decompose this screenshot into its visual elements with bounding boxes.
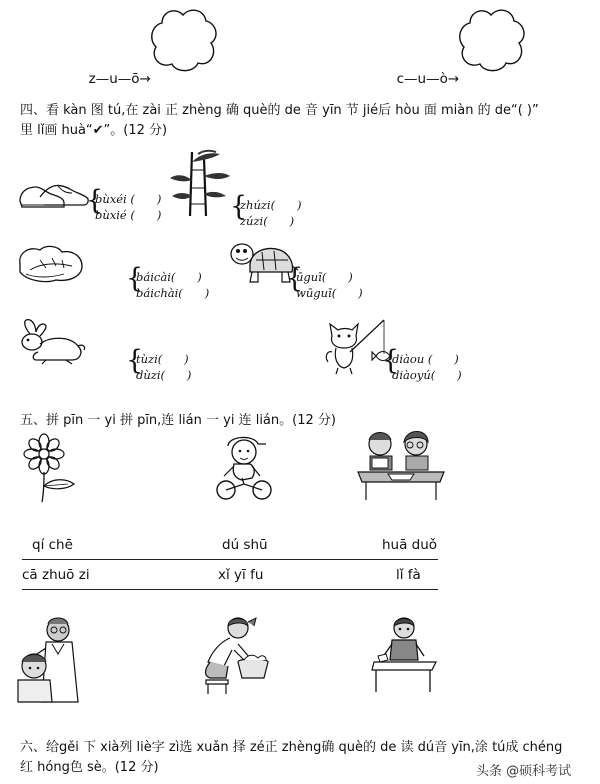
spelling-row-2: c—u—ò→ (396, 71, 460, 87)
option-cabbage-2: báichài( ) (136, 286, 210, 300)
q4-instruction-line2: 里 lǐ画 huà“✔”。(12 分) (20, 123, 168, 138)
option-fishing-2: diàoyú( ) (392, 368, 462, 382)
brace: { (230, 191, 248, 222)
option-turtle-2: wūguī( ) (296, 286, 363, 300)
answer-cloud-1 (148, 7, 218, 73)
brace: { (382, 345, 400, 376)
rabbit-image (16, 318, 86, 366)
pinyin-qi-che[interactable]: qí chē (32, 537, 73, 553)
bamboo-image (170, 150, 232, 216)
answer-cloud-2 (456, 7, 526, 73)
divider-line (22, 559, 438, 560)
spelling-medial: u (109, 71, 118, 87)
option-turtle-1: ūguī( ) (296, 270, 353, 284)
watermark: 头条 @硕科考试 (476, 764, 572, 779)
pinyin-xi-yi-fu[interactable]: xǐ yī fu (218, 567, 264, 583)
boy-wiping-table-image (370, 614, 440, 694)
brace: { (286, 263, 304, 294)
option-rabbit-2: dùzi( ) (136, 368, 192, 382)
q4-instruction-line1: 四、看 kàn 图 tú,在 zài 正 zhèng 确 què的 de 音 yīn 节 jié后 hòu 面 miàn 的 de“( )” (20, 103, 539, 118)
pinyin-ca-zhuo-zi[interactable]: cā zhuō zi (22, 567, 90, 583)
pinyin-li-fa[interactable]: lǐ fà (396, 567, 421, 583)
option-bamboo-2: zúzi( ) (240, 214, 295, 228)
shoes-image (18, 177, 90, 211)
pinyin-du-shu[interactable]: dú shū (222, 537, 268, 553)
option-shoes-1: bùxéi ( ) (95, 192, 162, 206)
option-shoes-2: bùxié ( ) (95, 208, 162, 222)
option-fishing-1: diàou ( ) (392, 352, 459, 366)
spelling-medial: u (417, 71, 427, 87)
boy-riding-bike-image (214, 432, 276, 502)
barber-haircut-image (18, 614, 82, 702)
option-cabbage-1: báicài( ) (136, 270, 202, 284)
q6-instruction-line2: 红 hóng色 sè。(12 分) (20, 760, 159, 775)
spelling-initial: z (88, 71, 96, 87)
brace: { (126, 345, 144, 376)
q6-instruction-line1: 六、给gěi 下 xià列 liè字 zì选 xuǎn 择 zé正 zhèng确 què的 de 读 dú音 yīn,涂 tú成 chéng (20, 740, 563, 755)
spelling-initial: c (396, 71, 405, 87)
brace: { (86, 185, 104, 216)
spelling-final: ō (131, 71, 140, 87)
option-rabbit-1: tùzi( ) (136, 352, 189, 366)
brace: { (126, 263, 144, 294)
fishing-cat-image (324, 316, 390, 374)
flower-image (22, 434, 78, 502)
cabbage-image (16, 244, 86, 284)
divider-line (22, 589, 438, 590)
spelling-final: ò (439, 71, 448, 87)
q5-instruction: 五、拼 pīn 一 yi 拼 pīn,连 lián 一 yi 连 lián。(12 分) (20, 413, 336, 428)
pinyin-hua-duo[interactable]: huā duǒ (382, 537, 438, 553)
kids-reading-image (358, 428, 444, 500)
girl-washing-clothes-image (198, 614, 272, 694)
spelling-row-1: z—u—ō→ (88, 71, 151, 87)
option-bamboo-1: zhúzi( ) (240, 198, 302, 212)
